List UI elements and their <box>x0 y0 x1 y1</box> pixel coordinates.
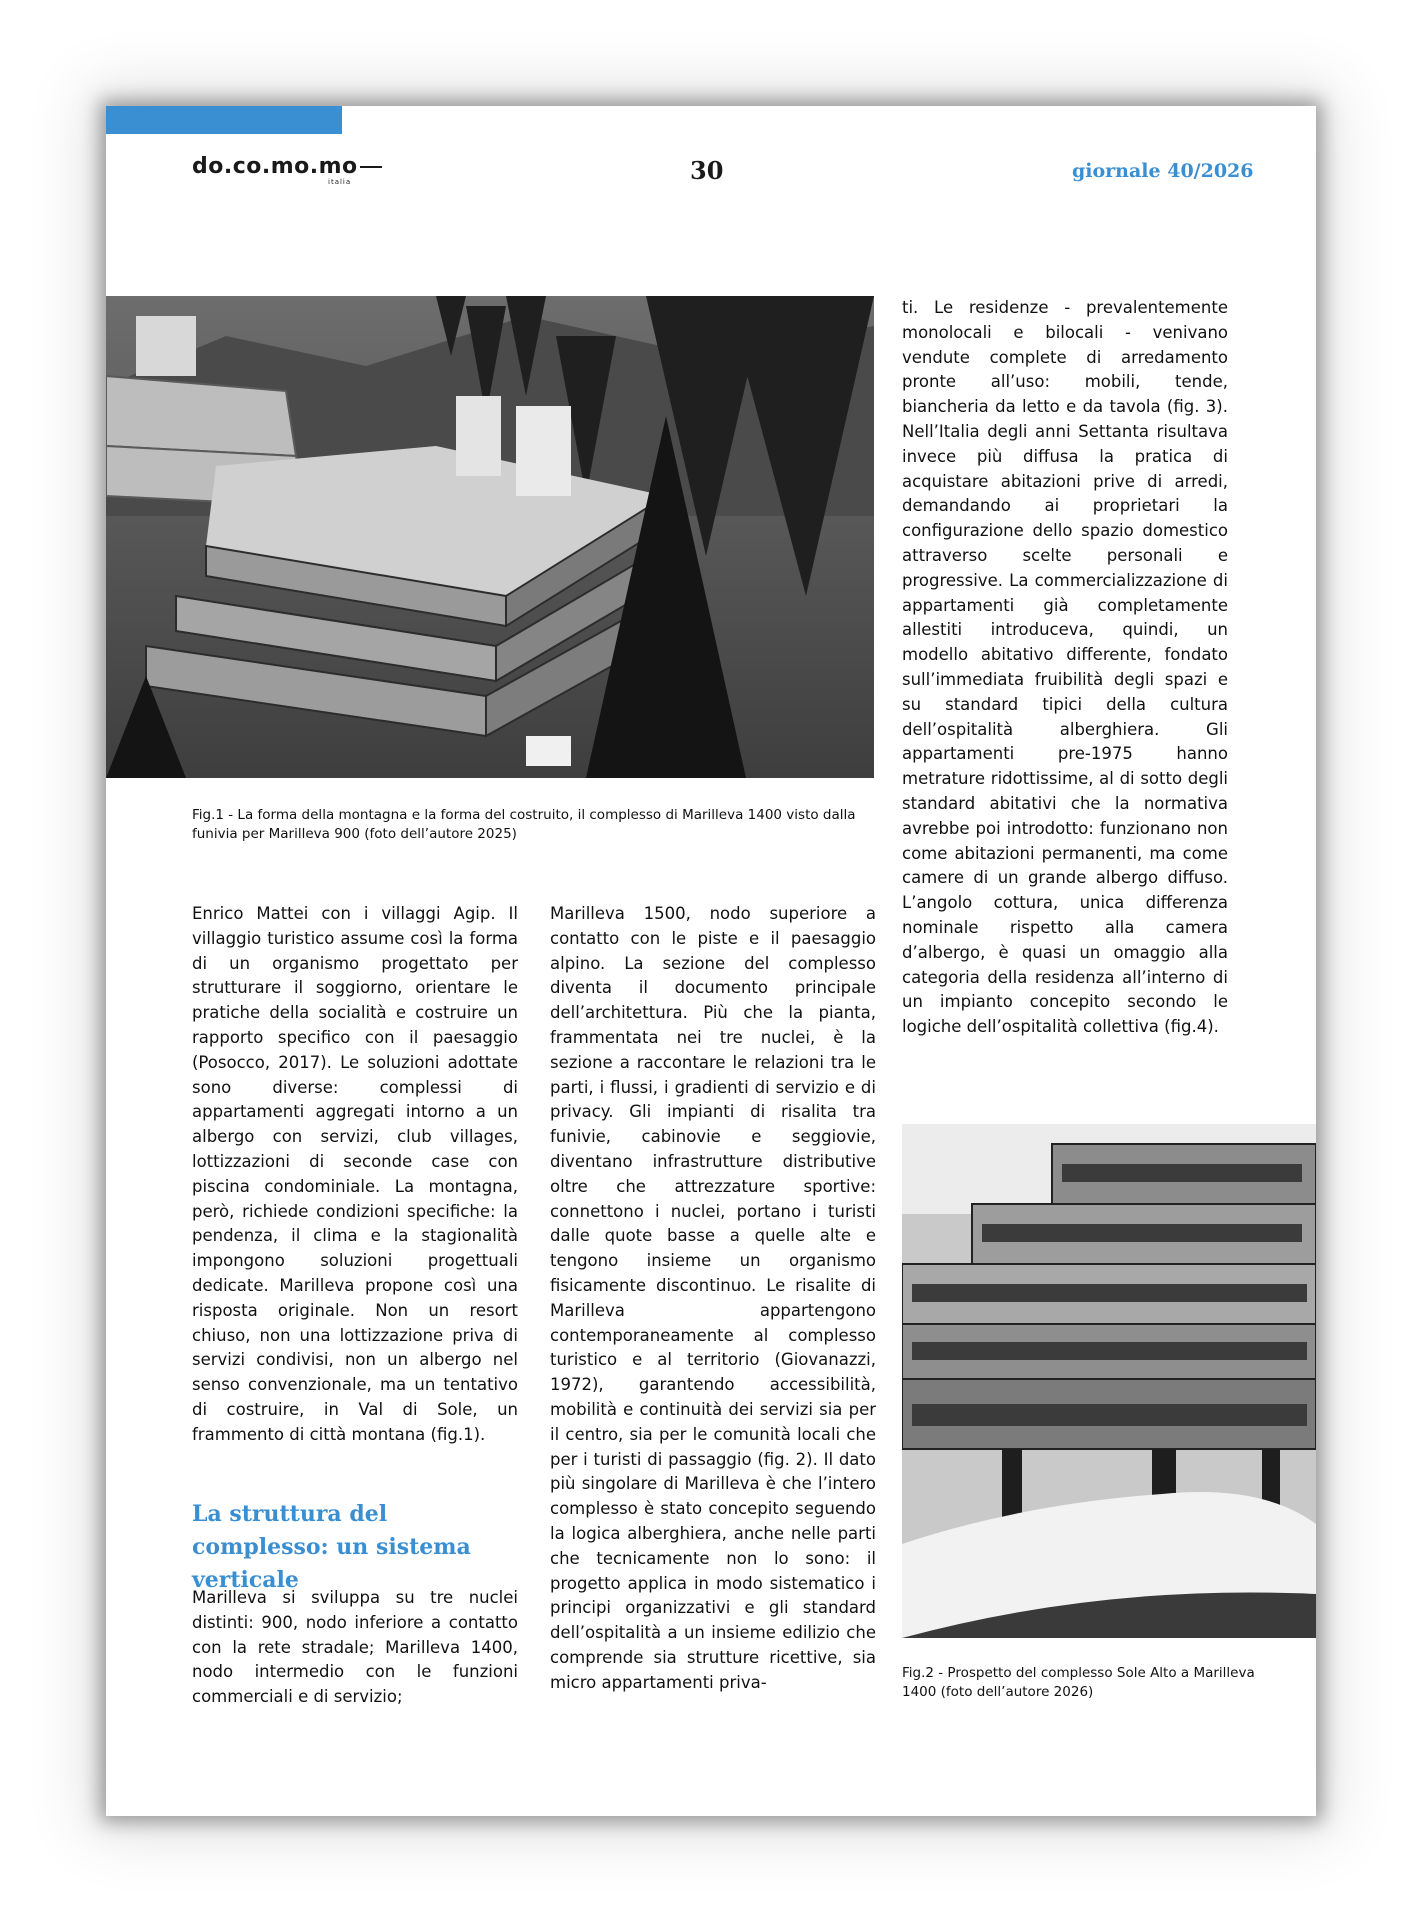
column-1-paragraph-2: Marilleva si sviluppa su tre nuclei distinti: 900, nodo inferiore a contatto con la rete stradale; Marilleva 1400, nodo intermedio con le funzioni commerciali e di servizio; <box>192 1588 518 1707</box>
column-1-text-continued <box>192 1586 518 1710</box>
column-2-text <box>550 902 876 1696</box>
figure-1-photo <box>106 296 874 778</box>
magazine-page <box>106 106 1316 1816</box>
figure-2-caption: Fig.2 - Prospetto del complesso Sole Alto a Marilleva 1400 (foto dell’autore 2026) <box>902 1665 1255 1700</box>
column-3-text <box>902 296 1228 1040</box>
column-3-paragraph: ti. Le residenze - prevalentemente monolocali e bilocali - venivano vendute complete di arredamento pronte all’uso: mobili, tende, biancheria da letto e da tavola (fig. 3). Nell’Italia degli anni Settanta risultava invece più diffusa la pratica di acquistare abitazioni prive di arredi, demandando ai proprietari la configurazione dello spazio domestico attraverso scelte personali e progressive. La commercializzazione di appartamenti già completamente allestiti introduceva, quindi, un modello abitativo differente, fondato sull’immediata fruibilità degli spazi e su standard tipici della cultura dell’ospitalità alberghiera. Gli appartamenti pre-1975 hanno metrature ridottissime, al di sotto degli standard abitativi che la normativa avrebbe poi introdotto: funzionano non come abitazioni permanenti, ma come camere di un grande albergo diffuso. L’angolo cottura, unica differenza nominale rispetto alla camera d’albergo, è quasi un omaggio alla categoria della residenza all’interno di un impianto concepito secondo le logiche dell’ospitalità collettiva (fig.4). <box>902 298 1228 1037</box>
accent-bar <box>106 106 342 134</box>
column-2-paragraph: Marilleva 1500, nodo superiore a contatto con le piste e il paesaggio alpino. La sezione del complesso diventa il documento principale dell’architettura. Più che la pianta, frammentata nei tre nuclei, è la sezione a raccontare le relazioni tra le parti, i flussi, i gradienti di servizio e di privacy. Gli impianti di risalita tra funivie, cabinovie e seggiovie, diventano infrastrutture distributive oltre che attrezzature sportive: connettono i nuclei, portano i turisti dalle quote basse a quelle alte e tengono insieme un organismo fisicamente discontinuo. Le risalite di Marilleva appartengono contemporaneamente al complesso turistico e al territorio (Giovanazzi, 1972), garantendo accessibilità, mobilità e continuità dei servizi sia per il centro, sia per le comunità locali che per i turisti di passaggio (fig. 2). Il dato più singolare di Marilleva è che l’intero complesso è stato concepito seguendo la logica alberghiera, anche nelle parti che tecnicamente non lo sono: il progetto applica in modo sistematico i principi organizzativi e gli standard dell’ospitalità a un insieme edilizio che comprende sia strutture ricettive, sia micro appartamenti priva- <box>550 904 876 1692</box>
page-number: 30 <box>690 156 724 185</box>
figure-1-caption: Fig.1 - La forma della montagna e la forma del costruito, il complesso di Marilleva 1400 visto dalla funivia per Marilleva 900 (foto dell’autore 2025) <box>192 807 856 842</box>
column-1-text <box>192 902 518 1448</box>
section-heading: La struttura del complesso: un sistema verticale <box>192 1501 471 1593</box>
issue-label: giornale 40/2026 <box>1072 160 1254 182</box>
logo-subtitle: italia <box>328 178 352 186</box>
figure-2-photo <box>902 1124 1316 1638</box>
docomomo-logo: do.co.mo.mo <box>192 154 382 179</box>
column-1-paragraph: Enrico Mattei con i villaggi Agip. Il villaggio turistico assume così la forma di un organismo progettato per strutturare il soggiorno, orientare le pratiche della socialità e costruire un rapporto specifico con il paesaggio (Posocco, 2017). Le soluzioni adottate sono diverse: complessi di appartamenti aggregati intorno a un albergo con servizi, club villages, lottizzazioni di seconde case con piscina condominiale. La montagna, però, richiede condizioni specifiche: la pendenza, il clima e la stagionalità impongono soluzioni progettuali dedicate. Marilleva propone così una risposta originale. Non un resort chiuso, non una lottizzazione priva di servizi condivisi, non un albergo nel senso convenzionale, ma un tentativo di costruire, in Val di Sole, un frammento di città montana (fig.1). <box>192 904 518 1444</box>
